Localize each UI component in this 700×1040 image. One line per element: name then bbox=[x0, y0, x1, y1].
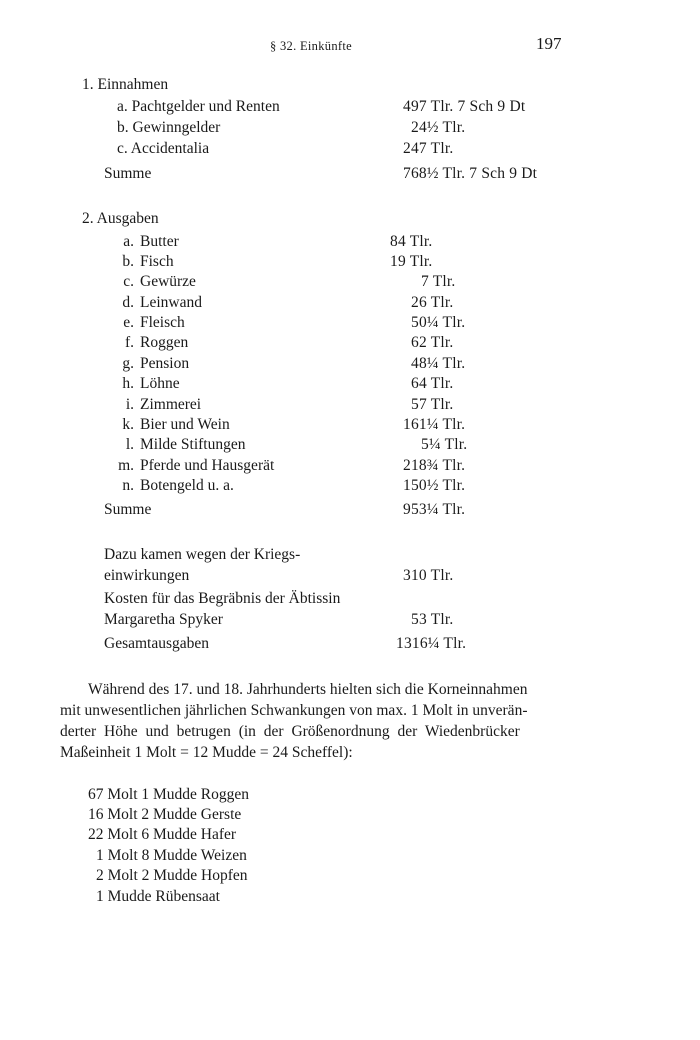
ausgaben-label: Pension bbox=[140, 355, 190, 372]
ausgaben-value: 218¾ Tlr. bbox=[403, 457, 466, 474]
ausgaben-letter: c. bbox=[123, 273, 134, 290]
ausgaben-value: 57 Tlr. bbox=[411, 396, 454, 413]
running-header-title: § 32. Einkünfte bbox=[270, 39, 352, 53]
begraebnis-value: 53 Tlr. bbox=[411, 611, 454, 628]
ausgaben-letter: d. bbox=[122, 294, 134, 311]
ausgaben-sum-value: 953¼ Tlr. bbox=[403, 501, 466, 518]
ausgaben-sum-label: Summe bbox=[104, 501, 152, 518]
grain-item: 22 Molt 6 Mudde Hafer bbox=[88, 826, 237, 843]
einnahmen-value-b: 24½ Tlr. bbox=[411, 119, 466, 136]
einnahmen-value-c: 247 Tlr. bbox=[403, 140, 454, 157]
ausgaben-label: Fleisch bbox=[140, 314, 185, 331]
ausgaben-label: Leinwand bbox=[140, 294, 202, 311]
ausgaben-label: Roggen bbox=[140, 334, 189, 351]
ausgaben-letter: n. bbox=[122, 477, 134, 494]
einnahmen-label-a: a. Pachtgelder und Renten bbox=[117, 98, 280, 115]
paragraph-line: mit unwesentlichen jährlichen Schwankungen von max. 1 Molt in unverän- bbox=[60, 702, 528, 719]
ausgaben-value: 62 Tlr. bbox=[411, 334, 454, 351]
ausgaben-value: 161¼ Tlr. bbox=[403, 416, 466, 433]
ausgaben-label: Pferde und Hausgerät bbox=[140, 457, 275, 474]
ausgaben-heading: 2. Ausgaben bbox=[82, 210, 159, 227]
einnahmen-label-b: b. Gewinngelder bbox=[117, 119, 221, 136]
grain-item: 16 Molt 2 Mudde Gerste bbox=[88, 806, 242, 823]
ausgaben-value: 19 Tlr. bbox=[390, 253, 433, 270]
kriegs-label-line2: einwirkungen bbox=[104, 567, 190, 584]
ausgaben-value: 7 Tlr. bbox=[421, 273, 456, 290]
grain-item: 2 Molt 2 Mudde Hopfen bbox=[96, 867, 248, 884]
ausgaben-value: 84 Tlr. bbox=[390, 233, 433, 250]
gesamt-label: Gesamtausgaben bbox=[104, 635, 210, 652]
ausgaben-letter: e. bbox=[123, 314, 134, 331]
begraebnis-label-line2: Margaretha Spyker bbox=[104, 611, 223, 628]
ausgaben-value: 64 Tlr. bbox=[411, 375, 454, 392]
begraebnis-label-line1: Kosten für das Begräbnis der Äbtissin bbox=[104, 590, 341, 607]
ausgaben-letter: g. bbox=[122, 355, 134, 372]
ausgaben-value: 150½ Tlr. bbox=[403, 477, 466, 494]
ausgaben-letter: l. bbox=[125, 436, 134, 453]
grain-item: 1 Molt 8 Mudde Weizen bbox=[96, 847, 247, 864]
einnahmen-sum-value: 768½ Tlr. 7 Sch 9 Dt bbox=[403, 165, 538, 182]
ausgaben-letter: f. bbox=[124, 334, 134, 351]
paragraph-line: derter Höhe und betrugen (in der Größenordnung der Wiedenbrücker bbox=[60, 723, 520, 740]
einnahmen-value-a: 497 Tlr. 7 Sch 9 Dt bbox=[403, 98, 526, 115]
ausgaben-letter: k. bbox=[122, 416, 134, 433]
ausgaben-label: Gewürze bbox=[140, 273, 196, 290]
einnahmen-heading: 1. Einnahmen bbox=[82, 76, 169, 93]
ausgaben-letter: m. bbox=[118, 457, 134, 474]
ausgaben-letter: i. bbox=[125, 396, 134, 413]
gesamt-value: 1316¼ Tlr. bbox=[396, 635, 467, 652]
ausgaben-letter: b. bbox=[122, 253, 134, 270]
kriegs-value: 310 Tlr. bbox=[403, 567, 454, 584]
ausgaben-label: Löhne bbox=[140, 375, 180, 392]
ausgaben-label: Zimmerei bbox=[140, 396, 202, 413]
ausgaben-label: Bier und Wein bbox=[140, 416, 230, 433]
einnahmen-sum-label: Summe bbox=[104, 165, 152, 182]
paragraph-line: Während des 17. und 18. Jahrhunderts hielten sich die Korneinnahmen bbox=[88, 681, 528, 698]
page-number: 197 bbox=[536, 34, 562, 53]
ausgaben-value: 26 Tlr. bbox=[411, 294, 454, 311]
grain-item: 1 Mudde Rübensaat bbox=[96, 888, 220, 905]
ausgaben-value: 5¼ Tlr. bbox=[421, 436, 468, 453]
paragraph-line: Maßeinheit 1 Molt = 12 Mudde = 24 Scheffel): bbox=[60, 744, 353, 761]
ausgaben-letter: h. bbox=[122, 375, 134, 392]
ausgaben-label: Botengeld u. a. bbox=[140, 477, 234, 494]
ausgaben-label: Milde Stiftungen bbox=[140, 436, 246, 453]
ausgaben-letter: a. bbox=[123, 233, 134, 250]
ausgaben-label: Butter bbox=[140, 233, 179, 250]
einnahmen-label-c: c. Accidentalia bbox=[117, 140, 210, 157]
ausgaben-value: 50¼ Tlr. bbox=[411, 314, 466, 331]
ausgaben-value: 48¼ Tlr. bbox=[411, 355, 466, 372]
kriegs-label-line1: Dazu kamen wegen der Kriegs- bbox=[104, 546, 301, 563]
ausgaben-label: Fisch bbox=[140, 253, 174, 270]
grain-item: 67 Molt 1 Mudde Roggen bbox=[88, 786, 250, 803]
